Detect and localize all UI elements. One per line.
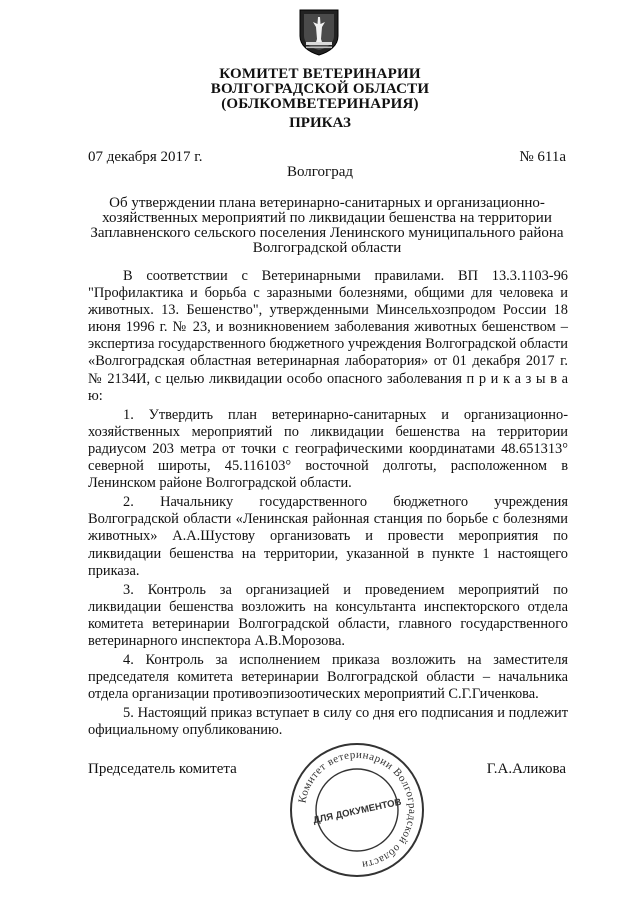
signer-name: Г.А.Аликова bbox=[486, 761, 566, 777]
organization-line-1: КОМИТЕТ ВЕТЕРИНАРИИ bbox=[219, 66, 421, 82]
document-subject bbox=[88, 196, 566, 256]
document-city: Волгоград bbox=[286, 164, 353, 180]
document-date: 07 декабря 2017 г. bbox=[88, 149, 203, 165]
preamble-paragraph: В соответствии с Ветеринарными правилами. ВП 13.3.1103-96 "Профилактика и борьба с заразными болезнями, общими для человека и животных. 13. Бешенство", утвержденными Минсельхозпродом России 18 июня 1996 г. № 23, и возникновением заболевания животных бешенством – экспертиза государственного бюджетного учреждения Волгоградской области «Волгоградская областная ветеринарная лаборатория» от 01 декабря 2017 г. № 2134И, с целью ликвидации особо опасного заболевания п р и к а з ы в а ю: bbox=[88, 268, 568, 404]
order-item-1: 1. Утвердить план ветеринарно-санитарных и организационно-хозяйственных мероприятий по ликвидации бешенства на территории радиусом 203 метра от точки с географическими координатами 48.651313° северной широты, 45.116103° восточной долготы, расположенном в Ленинском районе Волгоградской области. bbox=[88, 406, 568, 492]
order-item-4: 4. Контроль за исполнением приказа возложить на заместителя председателя комитета ветеринарии Волгоградской области – начальника отдела организации противоэпизоотических мероприятий С.Г.Гиченкова. bbox=[88, 652, 568, 703]
organization-line-2: ВОЛГОГРАДСКОЙ ОБЛАСТИ bbox=[210, 81, 430, 97]
document-body bbox=[88, 268, 568, 740]
order-item-5: 5. Настоящий приказ вступает в силу со дня его подписания и подлежит официальному опубликованию. bbox=[88, 705, 568, 739]
organization-line-3: (ОБЛКОМВЕТЕРИНАРИЯ) bbox=[221, 96, 419, 112]
document-type: ПРИКАЗ bbox=[289, 115, 351, 131]
signer-title: Председатель комитета bbox=[88, 761, 237, 777]
subject-line-2: хозяйственных мероприятий по ликвидации бешенства на территории bbox=[102, 210, 552, 226]
stamp-ring-textpath: Комитет ветеринарии Волгоградской области bbox=[296, 748, 419, 871]
organization-name bbox=[0, 67, 640, 112]
subject-line-3: Заплавненского сельского поселения Ленинского муниципального района bbox=[90, 225, 564, 241]
order-item-2: 2. Начальнику государственного бюджетного учреждения Волгоградской области «Ленинская районная станция по борьбе с болезнями животных» А.А.Шустову организовать и провести мероприятия по ликвидации бешенства на территории, указанной в пункте 1 настоящего приказа. bbox=[88, 494, 568, 579]
subject-line-4: Волгоградской области bbox=[252, 240, 402, 256]
order-item-3: 3. Контроль за организацией и проведением мероприятий по ликвидации бешенства возложить на консультанта инспекторского отдела комитета ветеринарии Волгоградской области, главного государственного ветеринарного инспектора А.В.Морозова. bbox=[88, 581, 568, 649]
coat-of-arms-icon bbox=[298, 8, 340, 56]
document-number: № 611а bbox=[519, 149, 566, 165]
subject-line-1: Об утверждении плана ветеринарно-санитарных и организационно- bbox=[109, 195, 545, 211]
official-stamp bbox=[287, 740, 427, 880]
stamp-center-text: ДЛЯ ДОКУМЕНТОВ bbox=[312, 796, 403, 827]
